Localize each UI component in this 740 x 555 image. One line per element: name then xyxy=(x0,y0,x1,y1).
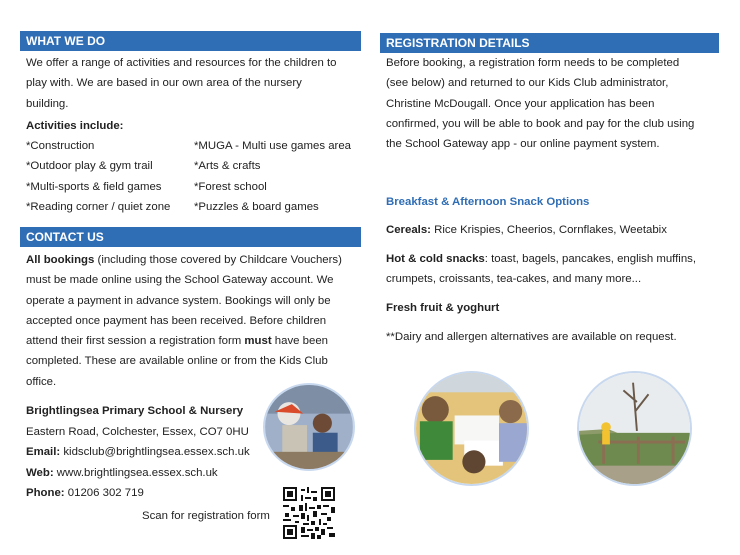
contact-line: have been xyxy=(271,335,329,348)
activities-list-col2 xyxy=(194,136,351,217)
hot-cold-snacks xyxy=(386,249,696,290)
photo-activity-circle xyxy=(414,371,529,486)
qr-caption: Scan for registration form xyxy=(142,510,270,522)
photo-craft-circle xyxy=(263,383,355,471)
activity-item: *MUGA - Multi use games area xyxy=(194,140,351,152)
intro-line: We offer a range of activities and resources for the children to xyxy=(26,57,337,69)
registration-line: Christine McDougall. Once your application has been xyxy=(386,97,655,110)
snack-options-heading: Breakfast & Afternoon Snack Options xyxy=(386,196,590,208)
hot-cold-text: : toast, bagels, pancakes, english muffins, xyxy=(484,253,697,265)
registration-line: confirmed, you will be able to book and pay for the club using xyxy=(386,117,695,130)
contact-line: attend their first session a registration form xyxy=(26,335,245,348)
registration-paragraph xyxy=(386,53,726,154)
dairy-note: **Dairy and allergen alternatives are available on request. xyxy=(386,331,677,343)
hot-cold-label: Hot & cold snacks xyxy=(386,253,485,265)
email-label: Email: xyxy=(26,446,61,458)
school-name: Brightlingsea Primary School & Nursery xyxy=(26,405,244,417)
activities-heading: Activities include: xyxy=(26,120,124,132)
contact-paragraph xyxy=(26,250,366,392)
contact-line: office. xyxy=(26,375,57,388)
contact-line: must be made online using the School Gateway account. We xyxy=(26,274,334,287)
intro-line: building. xyxy=(26,97,69,110)
activity-item: *Arts & crafts xyxy=(194,160,261,173)
photo-outdoor-image xyxy=(579,373,690,484)
registration-line: (see below) and returned to our Kids Club administrator, xyxy=(386,77,669,90)
photo-outdoor-circle xyxy=(577,371,692,486)
photo-activity-image xyxy=(416,373,527,484)
activity-item: *Puzzles & board games xyxy=(194,200,319,213)
qr-code[interactable] xyxy=(283,487,335,539)
activity-item: *Forest school xyxy=(194,180,267,193)
web-link[interactable]: www.brightlingsea.essex.sch.uk xyxy=(53,466,218,479)
activity-item: *Outdoor play & gym trail xyxy=(26,160,153,173)
activity-item: *Reading corner / quiet zone xyxy=(26,200,171,213)
fruit-line: Fresh fruit & yoghurt xyxy=(386,302,500,314)
contact-details xyxy=(26,401,250,504)
bookings-bold: All bookings xyxy=(26,254,95,266)
phone-label: Phone: xyxy=(26,487,65,499)
activities-list-col1 xyxy=(26,136,170,217)
email-link[interactable]: kidsclub@brightlingsea.essex.sch.uk xyxy=(60,446,250,458)
registration-heading: REGISTRATION DETAILS xyxy=(380,33,719,53)
activity-item: *Multi-sports & field games xyxy=(26,180,162,193)
registration-line: the School Gateway app - our online payment system. xyxy=(386,138,660,151)
cereals-line xyxy=(386,220,667,240)
activity-item: *Construction xyxy=(26,140,95,152)
photo-craft-image xyxy=(265,385,353,469)
intro-line: play with. We are based in our own area of the nursery xyxy=(26,77,302,90)
contact-heading: CONTACT US xyxy=(20,227,361,247)
cereals-text: Rice Krispies, Cheerios, Cornflakes, Weetabix xyxy=(430,224,667,236)
bookings-text: (including those covered by Childcare Vouchers) xyxy=(94,254,342,266)
hot-cold-text-cont: crumpets, croissants, tea-cakes, and many more... xyxy=(386,273,642,286)
contact-line: completed. These are available online or from the Kids Club xyxy=(26,355,328,368)
what-we-do-heading: WHAT WE DO xyxy=(20,31,361,51)
must-bold: must xyxy=(244,335,272,348)
phone-number: 01206 302 719 xyxy=(64,487,144,499)
cereals-label: Cereals: xyxy=(386,224,431,236)
school-address: Eastern Road, Colchester, Essex, CO7 0HU xyxy=(26,425,249,438)
registration-line: Before booking, a registration form needs to be completed xyxy=(386,57,680,69)
contact-line: accepted once payment has been received. Before children xyxy=(26,314,327,327)
what-we-do-intro xyxy=(26,53,366,114)
web-label: Web: xyxy=(26,466,54,479)
contact-line: operate a payment in advance system. Bookings will only be xyxy=(26,294,331,307)
